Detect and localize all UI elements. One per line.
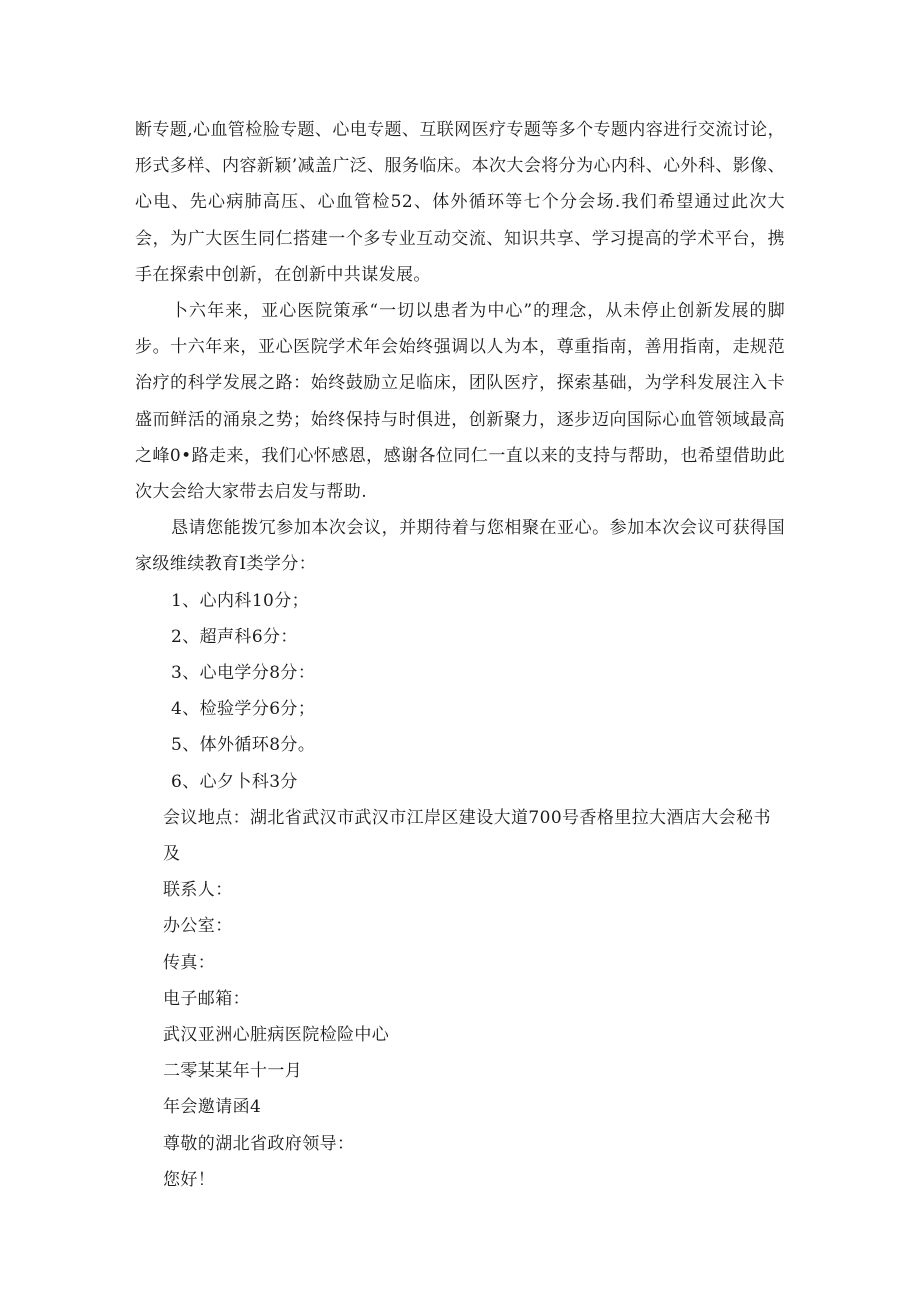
next-letter-title: 年会邀请函4 [163, 1097, 262, 1118]
organizer-name: 武汉亚洲心脏病医院检险中心 [163, 1025, 390, 1046]
document-date: 二零某某年十一月 [163, 1061, 303, 1082]
credit-item: 4、检验学分6分； [171, 699, 316, 720]
paragraph-continued: 断专题,心血管检脸专题、心电专题、互联网医疗专题等多个专题内容进行交流讨论，形式多样、内容新颖’减盖广泛、服务临床。本次大会将分为心内科、心外科、影像、心电、先心病肺高压、心血管检52、体外循环等七个分会场.我们希望通过此次大会，为广大医生同仁搭建一个多专业互动交流、知识共享、学习提高的学术平台，携手在探索中创新，在创新中共谋发展。 [135, 120, 785, 285]
credit-item: 5、体外循环8分。 [171, 735, 316, 756]
paragraph-history: 卜六年来，亚心医院策承“一切以患者为中心”的理念，从未停止创新发展的脚步。十六年来，亚心医院学术年会始终强调以人为本，尊重指南，善用指南，走规范治疗的科学发展之路：始终鼓励立足临床，团队医疗，探索基础，为学科发展注入卡盛而鲜活的涌泉之势；始终保持与时俱进，创新聚力，逐步迈向国际心血管领域最高之峰0•路走来，我们心怀感恩，感谢各位同仁一直以来的支持与帮助，也希望借助此次大会给大家带去启发与帮助. [135, 301, 785, 503]
credit-item: 2、超声科6分： [171, 626, 298, 647]
credit-item: 3、心电学分8分： [171, 663, 316, 684]
office-label: 办公室： [163, 916, 233, 937]
credit-item: 1、心内科10分； [171, 590, 310, 611]
contact-label: 联系人： [163, 880, 233, 901]
venue-line: 会议地点：湖北省武汉市武汉市江岸区建设大道700号香格里拉大酒店大会秘书及 [163, 807, 771, 865]
credit-item: 6、心夕卜科3分 [171, 771, 298, 792]
fax-label: 传真： [163, 952, 216, 973]
email-label: 电子邮箱： [163, 988, 250, 1009]
document-page [135, 112, 785, 1198]
salutation: 尊敬的湖北省政府领导： [163, 1133, 355, 1154]
greeting: 您好！ [163, 1169, 216, 1190]
paragraph-invite: 恳请您能拨冗参加本次会议，并期待着与您相聚在亚心。参加本次会议可获得国家级维续教育I类学分： [135, 518, 785, 575]
